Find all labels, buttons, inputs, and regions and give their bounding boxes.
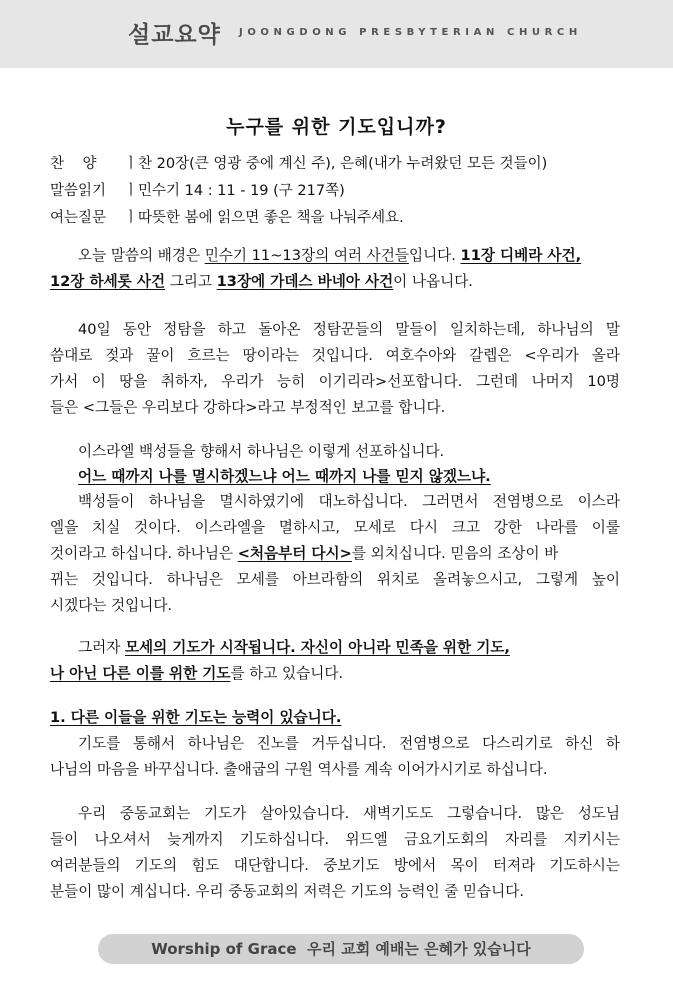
paragraph-line <box>50 636 620 660</box>
paragraph-line <box>50 662 620 686</box>
paragraph-line: 엘을 치실 것이다. 이스라엘을 멸하시고, 모세로 다시 크고 강한 나라를 이룰 <box>50 519 620 536</box>
meta-label: 찬 양 <box>50 156 97 172</box>
paragraph-line: 시겠다는 것입니다. <box>50 597 173 614</box>
paragraph-line: 분들이 많이 계십니다. 우리 중동교회의 저력은 기도의 능력인 줄 믿습니다. <box>50 883 524 900</box>
text-span: 를 외치십니다. 믿음의 조상이 바 <box>351 545 559 562</box>
text-span: 것이라고 하십니다. 하나님은 <box>50 545 238 562</box>
paragraph-line: 기도를 통해서 하나님은 진노를 거두십니다. 전염병으로 다스리기로 하신 하 <box>78 735 620 752</box>
underlined-text: 민수기 11~13장의 여러 사건들 <box>204 247 409 264</box>
meta-separator: ㅣ <box>124 156 139 172</box>
paragraph-line: 가서 이 땅을 취하자, 우리가 능히 이기리라>선포합니다. 그런데 나머지 10명 <box>50 373 620 390</box>
brand-korean: 설교요약 <box>128 22 221 48</box>
section-heading <box>50 706 620 730</box>
meta-label: 말씀읽기 <box>50 183 107 199</box>
paragraph-line: 40일 동안 정탐을 하고 돌아온 정탐꾼들의 말들이 일치하는데, 하나님의 말 <box>78 321 620 338</box>
meta-hymn <box>50 153 547 175</box>
emphasis-line <box>50 465 620 489</box>
text-span: 이 나옵니다. <box>393 273 473 290</box>
header-bar <box>0 0 673 68</box>
text-span: 를 하고 있습니다. <box>230 665 344 682</box>
emphasis-text: 11장 디베라 사건, <box>460 247 582 264</box>
paragraph-line <box>50 270 620 294</box>
meta-reading <box>50 180 345 202</box>
emphasis-text: 12장 하세롯 사건 <box>50 273 166 290</box>
paragraph-line: 나님의 마음을 바꾸십니다. 출애굽의 구원 역사를 계속 이어가시기로 하십니다. <box>50 761 548 778</box>
meta-separator: ㅣ <box>124 183 139 199</box>
paragraph-line: 뀌는 것입니다. 하나님은 모세를 아브라함의 위치로 올려놓으시고, 그렇게 높이 <box>50 571 620 588</box>
text-span: 그러자 <box>78 639 125 656</box>
paragraph-line: 우리 중동교회는 기도가 살아있습니다. 새벽기도도 그렇습니다. 많은 성도님 <box>78 805 620 822</box>
footer-banner: Worship of Grace 우리 교회 예배는 은혜가 있습니다 <box>98 934 584 964</box>
paragraph-line: 백성들이 하나님을 멸시하였기에 대노하십니다. 그러면서 전염병으로 이스라 <box>78 493 620 510</box>
meta-question <box>50 207 404 229</box>
paragraph-line <box>50 244 620 268</box>
meta-label: 여는질문 <box>50 210 107 226</box>
emphasis-text: 모세의 기도가 시작됩니다. 자신이 아니라 민족을 위한 기도, <box>124 639 510 656</box>
emphasis-text: 13장에 가데스 바네아 사건 <box>216 273 394 290</box>
text-span: 오늘 말씀의 배경은 <box>78 247 205 264</box>
emphasis-text: 어느 때까지 나를 멸시하겠느냐 어느 때까지 나를 믿지 않겠느냐. <box>78 468 491 485</box>
brand-english: JOONGDONG PRESBYTERIAN CHURCH <box>239 27 582 38</box>
meta-value: 따뜻한 봄에 읽으면 좋은 책을 나눠주세요. <box>138 210 404 226</box>
emphasis-text: 나 아닌 다른 이를 위한 기도 <box>50 665 231 682</box>
sermon-title: 누구를 위한 기도입니까? <box>226 116 447 138</box>
meta-value: 민수기 14 : 11 - 19 (구 217쪽) <box>138 183 345 199</box>
paragraph-line: 이스라엘 백성들을 향해서 하나님은 이렇게 선포하십니다. <box>78 443 445 460</box>
text-span: 그리고 <box>165 273 217 290</box>
emphasis-text: <처음부터 다시> <box>237 545 352 562</box>
paragraph-line: 여러분들의 기도의 힘도 대단합니다. 중보기도 방에서 목이 터져라 기도하시는 <box>50 857 620 874</box>
paragraph-line <box>50 542 620 566</box>
paragraph-line: 들은 <그들은 우리보다 강하다>라고 부정적인 보고를 합니다. <box>50 399 446 416</box>
meta-value: 찬 20장(큰 영광 중에 계신 주), 은혜(내가 누려왔던 모든 것들이) <box>138 156 548 172</box>
text-span: 입니다. <box>408 247 461 264</box>
paragraph-line: 들이 나오셔서 늦게까지 기도하십니다. 위드엘 금요기도회의 자리를 지키시는 <box>50 831 620 848</box>
meta-separator: ㅣ <box>124 210 139 226</box>
paragraph-line: 씀대로 젖과 꿀이 흐르는 땅이라는 것입니다. 여호수아와 갈렙은 <우리가 올라 <box>50 347 620 364</box>
section-heading-text: 1. 다른 이들을 위한 기도는 능력이 있습니다. <box>50 709 342 726</box>
